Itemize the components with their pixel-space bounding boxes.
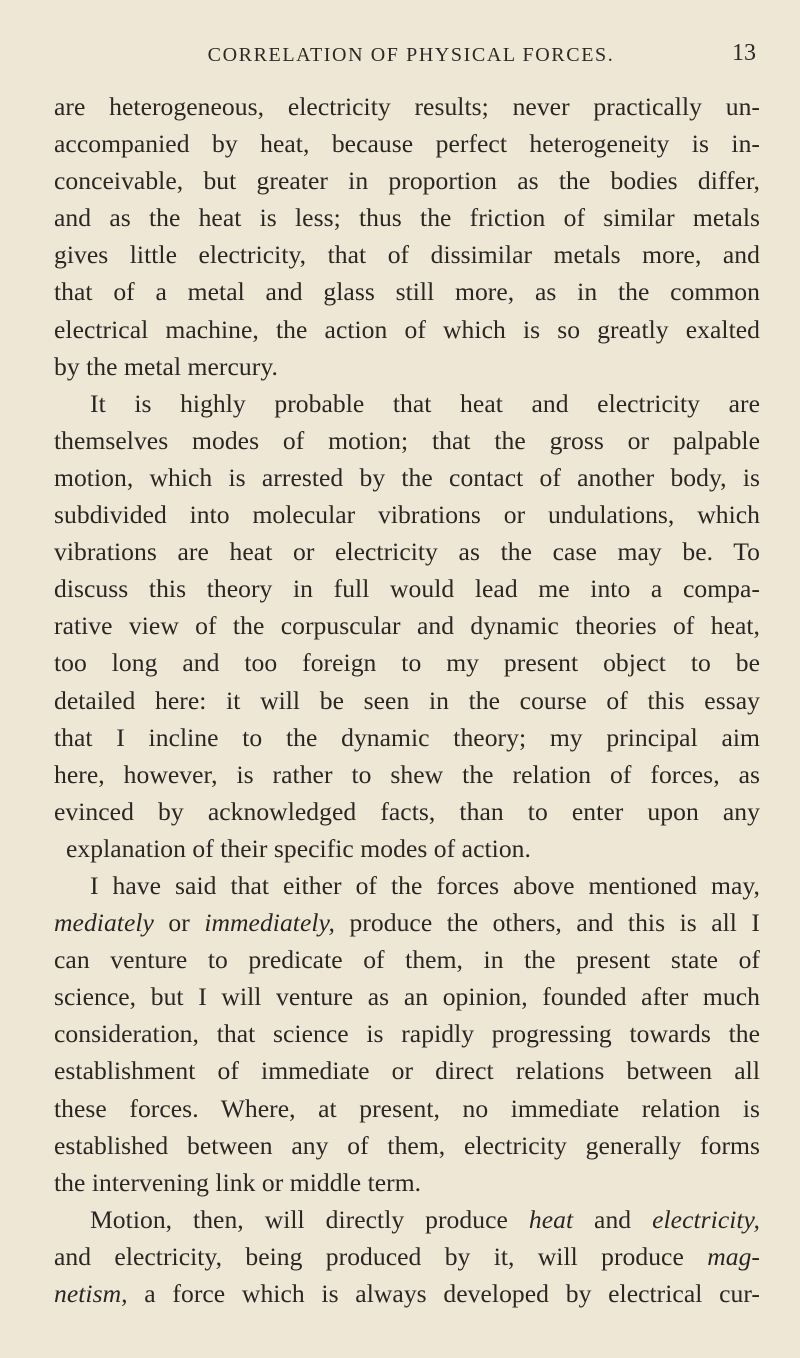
text-line: detailed here: it will be seen in the course of this essay: [54, 685, 760, 715]
text-line: science, but I will venture as an opinion, founded after much: [54, 982, 760, 1012]
italic-word: electricity,: [652, 1204, 760, 1234]
paragraph-4: [54, 1201, 760, 1312]
text-line: electrical machine, the action of which is so greatly exalted: [54, 314, 760, 344]
text-fragment: a force which is always developed by electrical cur-: [127, 1279, 760, 1308]
text-line: accompanied by heat, because perfect heterogeneity is in-: [54, 129, 760, 159]
text-fragment: produce the others, and this is all I: [334, 908, 760, 938]
text-line: evinced by acknowledged facts, than to enter upon any: [54, 796, 760, 826]
page-number: 13: [732, 40, 756, 66]
text-fragment: and electricity, being produced by it, will produce: [54, 1241, 708, 1271]
text-line: can venture to predicate of them, in the present state of: [54, 945, 760, 975]
text-line: I have said that either of the forces above mentioned may,: [90, 870, 760, 900]
text-line: are heterogeneous, electricity results; never practically un-: [54, 92, 760, 121]
text-line: by the metal mercury.: [54, 351, 278, 381]
text-line: too long and too foreign to my present object to be: [54, 648, 760, 678]
text-line: discuss this theory in full would lead me into a compa-: [54, 574, 760, 604]
text-line: motion, which is arrested by the contact of another body, is: [54, 462, 760, 492]
text-line-italic-mixed: [54, 1238, 760, 1275]
text-fragment: Motion, then, will directly produce: [90, 1204, 529, 1234]
text-line: and as the heat is less; thus the friction of similar metals: [54, 203, 760, 233]
italic-word: mag-: [707, 1241, 760, 1271]
text-line: explanation of their specific modes of action.: [66, 833, 531, 863]
paragraph-2: [54, 385, 760, 867]
text-line: themselves modes of motion; that the gross or palpable: [54, 425, 760, 455]
paragraph-1: [54, 88, 760, 385]
text-line: here, however, is rather to shew the relation of forces, as: [54, 759, 760, 789]
italic-word: mediately: [54, 908, 154, 938]
running-head: [54, 40, 760, 84]
running-title: CORRELATION OF PHYSICAL FORCES.: [207, 44, 615, 66]
text-line: established between any of them, electricity generally forms: [54, 1130, 760, 1160]
paragraph-3: [54, 867, 760, 1201]
italic-word: netism,: [54, 1279, 128, 1308]
text-line: vibrations are heat or electricity as the case may be. To: [54, 537, 760, 567]
text-line: subdivided into molecular vibrations or undulations, which: [54, 500, 760, 530]
text-line: these forces. Where, at present, no immediate relation is: [54, 1093, 760, 1123]
text-line: that I incline to the dynamic theory; my principal aim: [54, 722, 760, 752]
italic-word: heat: [528, 1204, 574, 1234]
text-line-italic-mixed: [54, 1275, 760, 1312]
text-line: the intervening link or middle term.: [54, 1167, 422, 1197]
text-line: that of a metal and glass still more, as in the common: [54, 277, 760, 307]
text-fragment: and: [573, 1204, 653, 1234]
body-text: [54, 88, 760, 1312]
text-line-italic-mixed: [54, 904, 760, 941]
text-line: gives little electricity, that of dissimilar metals more, and: [54, 240, 760, 270]
text-line: establishment of immediate or direct relations between all: [54, 1056, 760, 1086]
text-line: rative view of the corpuscular and dynamic theories of heat,: [54, 611, 760, 641]
text-fragment: or: [153, 908, 205, 938]
text-line: conceivable, but greater in proportion as the bodies differ,: [54, 166, 760, 196]
text-line-italic-mixed: [54, 1201, 760, 1238]
text-line: It is highly probable that heat and electricity are: [90, 388, 760, 418]
italic-word: immediately,: [204, 908, 335, 938]
text-line: consideration, that science is rapidly progressing towards the: [54, 1019, 760, 1049]
